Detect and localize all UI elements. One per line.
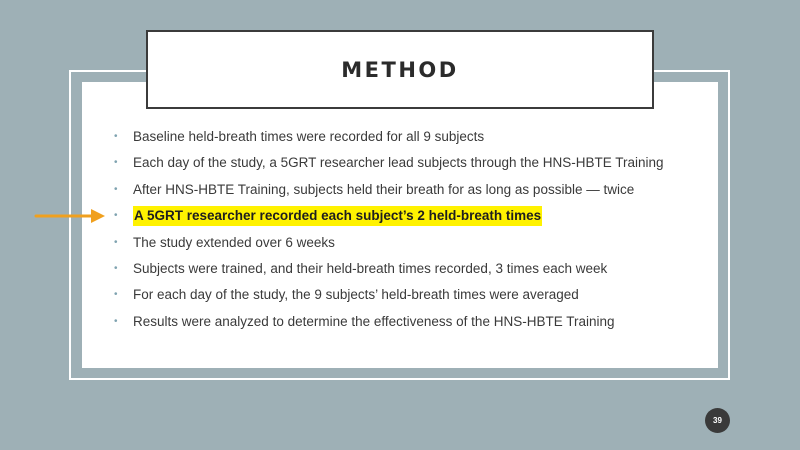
bullet-dot-icon: •	[114, 210, 118, 222]
bullet-text: For each day of the study, the 9 subjects’ held-breath times were averaged	[133, 287, 579, 303]
bullet-dot-icon: •	[114, 183, 118, 195]
slide-title: METHOD	[341, 57, 459, 82]
bullet-text: Baseline held-breath times were recorded for all 9 subjects	[133, 129, 485, 144]
title-box	[146, 30, 654, 109]
bullet-text: Subjects were trained, and their held-breath times recorded, 3 times each week	[133, 260, 608, 276]
bullet-text: Each day of the study, a 5GRT researcher lead subjects through the HNS-HBTE Training	[133, 155, 664, 171]
arrow-right-icon	[34, 208, 106, 224]
page-number-badge	[705, 408, 730, 433]
bullet-dot-icon: •	[114, 262, 118, 274]
bullet-text: After HNS-HBTE Training, subjects held their breath for as long as possible — twice	[133, 181, 635, 197]
bullet-dot-icon: •	[114, 131, 118, 142]
bullet-text-highlighted: A 5GRT researcher recorded each subject’s 2 held-breath times	[133, 206, 542, 226]
bullet-text: Results were analyzed to determine the effectiveness of the HNS-HBTE Training	[133, 313, 615, 329]
bullet-dot-icon: •	[114, 315, 118, 327]
bullet-text: The study extended over 6 weeks	[133, 234, 335, 250]
bullet-dot-icon: •	[114, 236, 118, 248]
page-number: 39	[713, 416, 722, 425]
bullet-dot-icon: •	[114, 157, 118, 169]
bullet-dot-icon: •	[114, 289, 118, 301]
